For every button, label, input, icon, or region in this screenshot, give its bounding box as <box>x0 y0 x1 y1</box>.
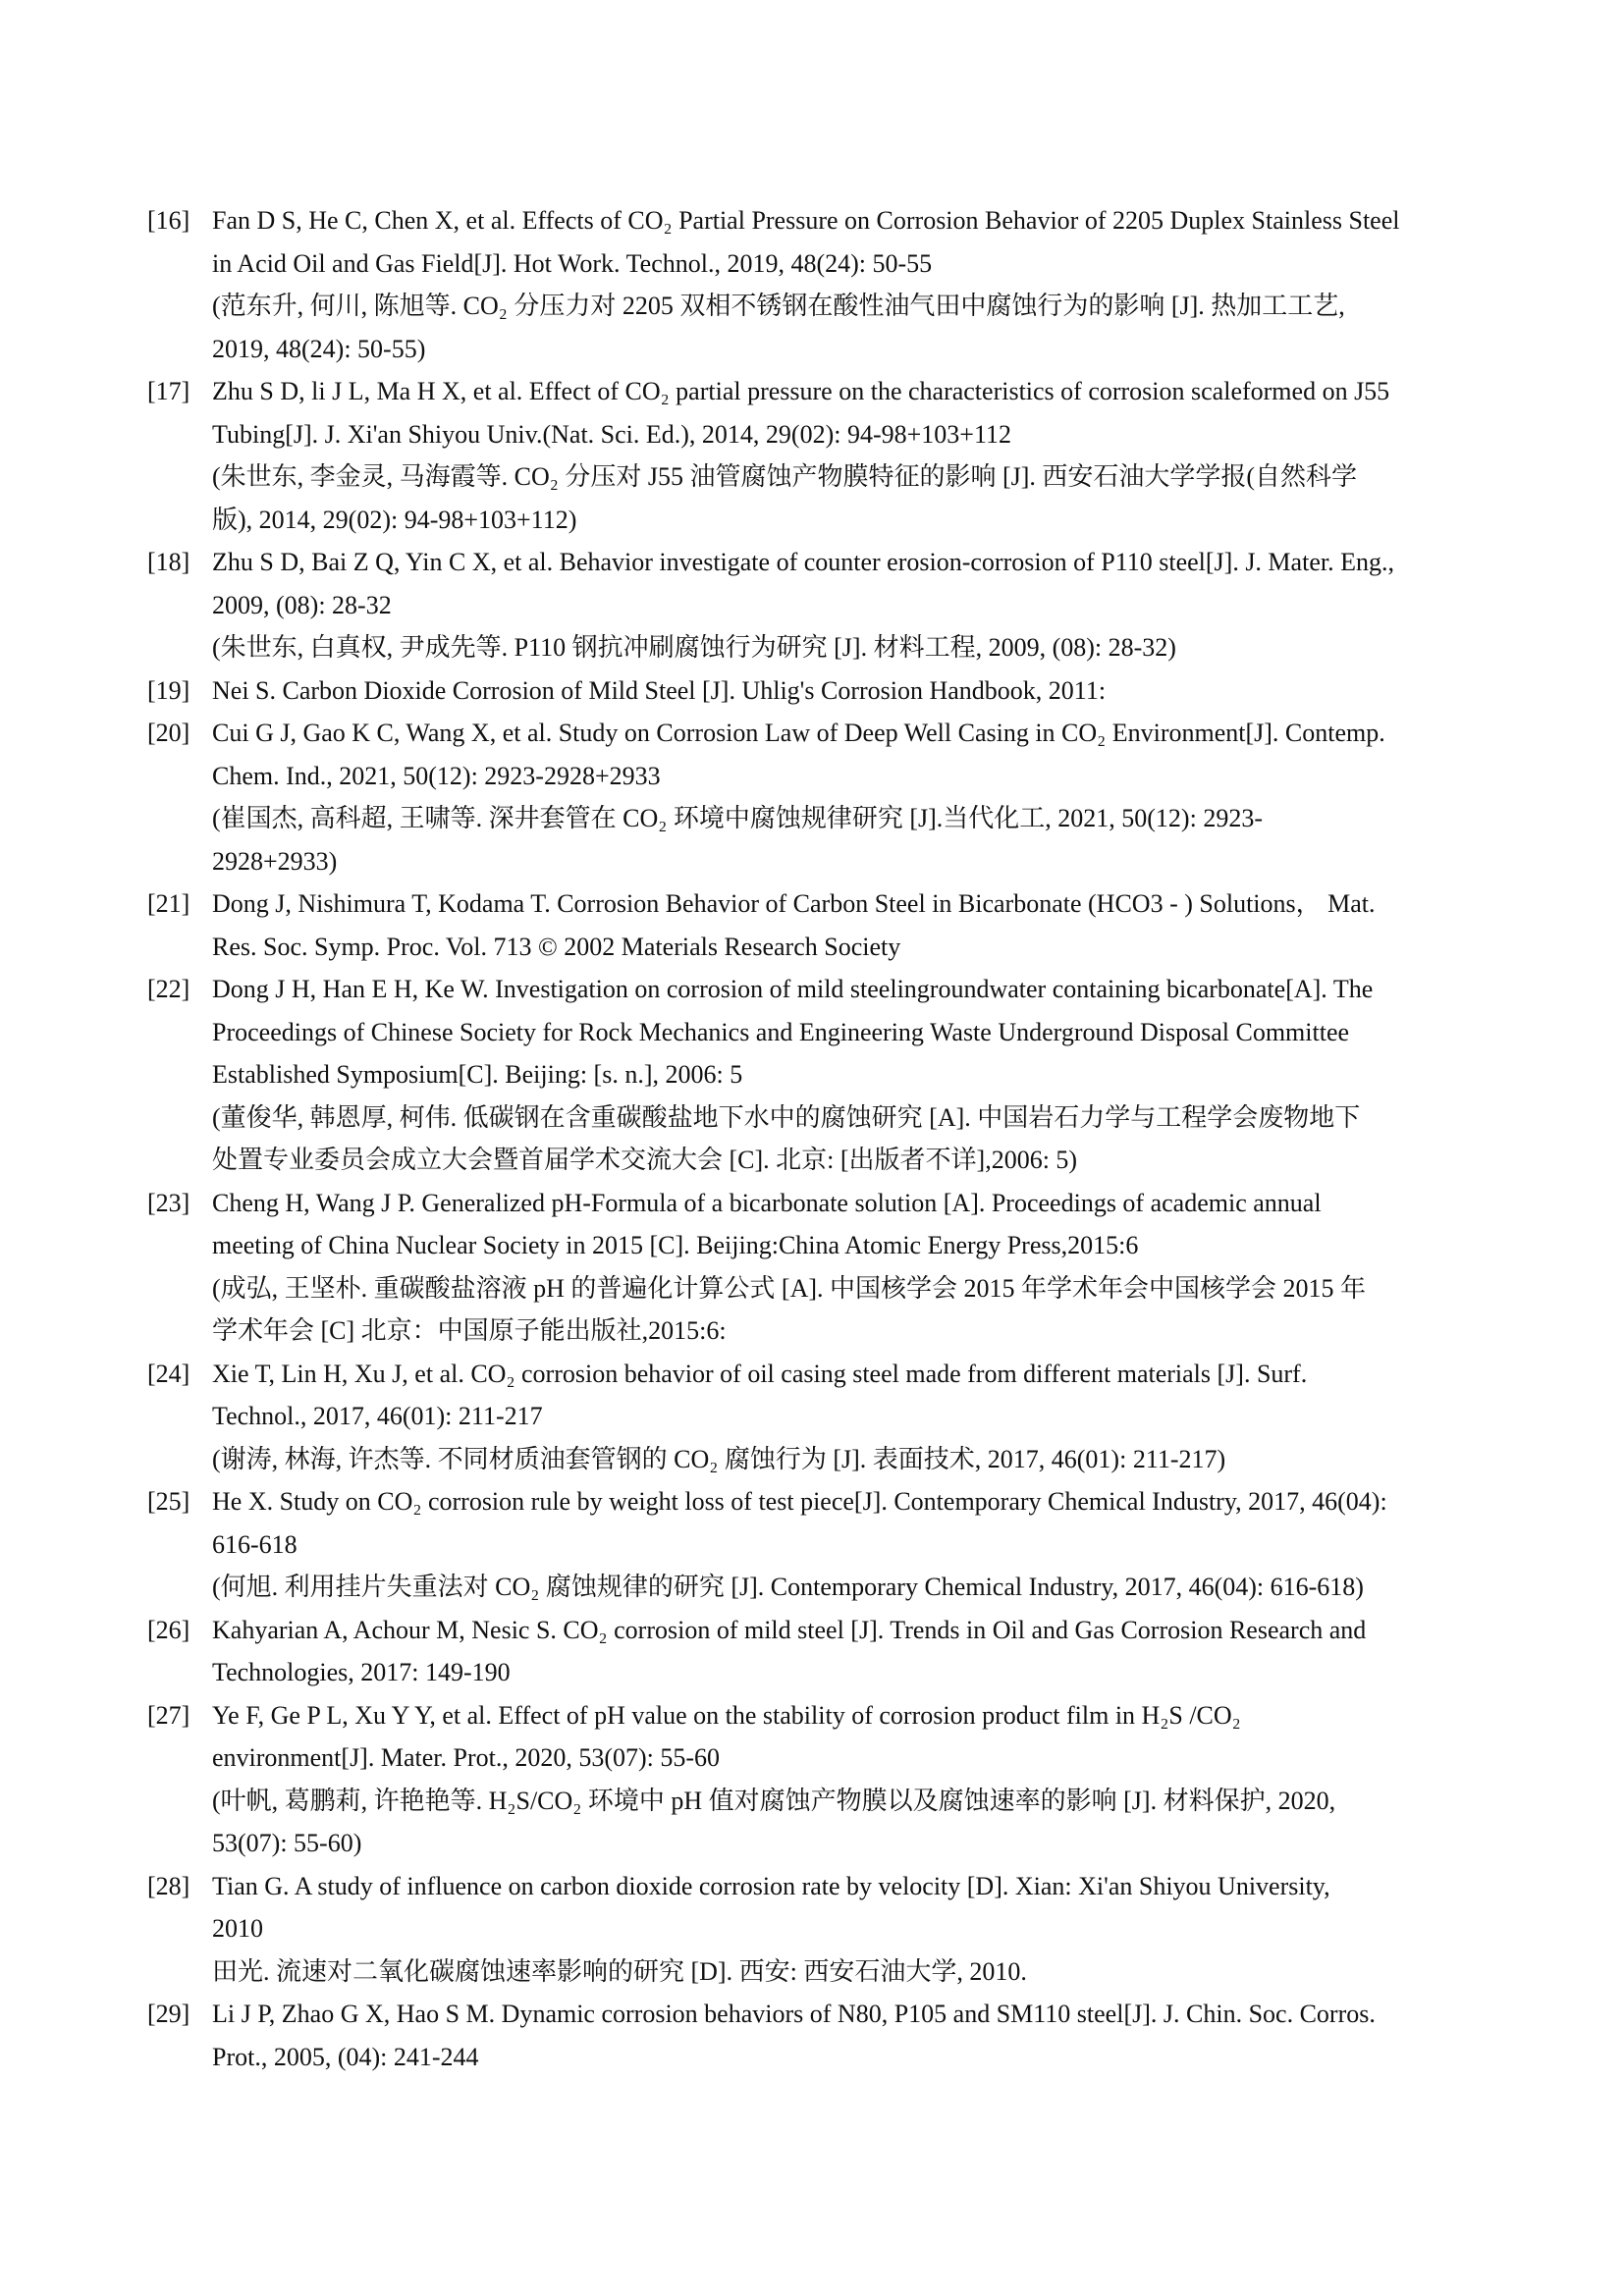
reference-text-line: Zhu S D, Bai Z Q, Yin C X, et al. Behavior investigate of counter erosion-corrosion of P110 steel[J]. J. Mater. Eng., <box>212 548 1394 576</box>
reference-text-line: Cheng H, Wang J P. Generalized pH-Formula of a bicarbonate solution [A]. Proceedings of academic annual <box>212 1188 1322 1217</box>
reference-entry <box>147 669 1489 713</box>
reference-entry <box>147 199 1489 370</box>
reference-text-line: (范东升, 何川, 陈旭等. CO₂ 分压力对 2205 双相不锈钢在酸性油气田中腐蚀行为的影响 [J]. 热加工工艺, <box>212 292 1345 320</box>
reference-text-line: 版), 2014, 29(02): 94-98+103+112) <box>212 505 577 534</box>
reference-text-line: 53(07): 55-60) <box>212 1829 362 1857</box>
reference-entry <box>147 968 1489 1182</box>
reference-number: [16] <box>147 206 190 235</box>
reference-text-line: (谢涛, 林海, 许杰等. 不同材质油套管钢的 CO₂ 腐蚀行为 [J]. 表面技术, 2017, 46(01): 211-217) <box>212 1444 1226 1473</box>
reference-text-line: Technologies, 2017: 149-190 <box>212 1658 511 1686</box>
reference-text-line: 2928+2933) <box>212 846 338 876</box>
reference-number: [25] <box>147 1487 190 1516</box>
reference-number: [24] <box>147 1359 190 1388</box>
reference-text-line: (叶帆, 葛鹏莉, 许艳艳等. H₂S/CO₂ 环境中 pH 值对腐蚀产物膜以及腐蚀速率的影响 [J]. 材料保护, 2020, <box>212 1786 1336 1815</box>
reference-text-line: Dong J, Nishimura T, Kodama T. Corrosion Behavior of Carbon Steel in Bicarbonate (HCO3 - ) Solutions， Mat. <box>212 889 1376 918</box>
reference-text-line: 田光. 流速对二氧化碳腐蚀速率影响的研究 [D]. 西安: 西安石油大学, 2010. <box>212 1956 1027 1986</box>
reference-number: [27] <box>147 1700 190 1730</box>
reference-number: [19] <box>147 675 190 705</box>
reference-entry <box>147 1865 1489 1994</box>
reference-entry <box>147 1353 1489 1481</box>
reference-number: [21] <box>147 889 190 918</box>
reference-text-line: meeting of China Nuclear Society in 2015 [C]. Beijing:China Atomic Energy Press,2015:6 <box>212 1231 1139 1259</box>
reference-entry <box>147 541 1489 669</box>
reference-number: [18] <box>147 548 190 576</box>
reference-text-line: (朱世东, 李金灵, 马海霞等. CO₂ 分压对 J55 油管腐蚀产物膜特征的影响 [J]. 西安石油大学学报(自然科学 <box>212 462 1358 491</box>
reference-entry <box>147 1480 1489 1609</box>
reference-text-line: in Acid Oil and Gas Field[J]. Hot Work. Technol., 2019, 48(24): 50-55 <box>212 248 933 278</box>
reference-text-line: (董俊华, 韩恩厚, 柯伟. 低碳钢在含重碳酸盐地下水中的腐蚀研究 [A]. 中国岩石力学与工程学会废物地下 <box>212 1102 1361 1132</box>
reference-text-line: 616-618 <box>212 1529 298 1559</box>
reference-number: [20] <box>147 719 190 747</box>
reference-text-line: (成弘, 王坚朴. 重碳酸盐溶液 pH 的普遍化计算公式 [A]. 中国核学会 2015 年学术年会中国核学会 2015 年 <box>212 1273 1367 1303</box>
reference-text-line: He X. Study on CO₂ corrosion rule by weight loss of test piece[J]. Contemporary Chemical Industry, 2017, 46(04): <box>212 1487 1387 1516</box>
reference-text-line: (朱世东, 白真权, 尹成先等. P110 钢抗冲刷腐蚀行为研究 [J]. 材料工程, 2009, (08): 28-32) <box>212 633 1176 662</box>
reference-text-line: (崔国杰, 高科超, 王啸等. 深井套管在 CO₂ 环境中腐蚀规律研究 [J].当代化工, 2021, 50(12): 2923- <box>212 804 1263 832</box>
reference-text-line: 2009, (08): 28-32 <box>212 590 392 619</box>
reference-entry <box>147 1182 1489 1353</box>
reference-text-line: 2019, 48(24): 50-55) <box>212 334 426 363</box>
reference-text-line: Li J P, Zhao G X, Hao S M. Dynamic corrosion behaviors of N80, P105 and SM110 steel[J]. J. Chin. Soc. Corros. <box>212 2000 1376 2028</box>
reference-list <box>147 199 1489 2078</box>
reference-text-line: 处置专业委员会成立大会暨首届学术交流大会 [C]. 北京: [出版者不详],2006: 5) <box>212 1146 1078 1174</box>
reference-text-line: (何旭. 利用挂片失重法对 CO₂ 腐蚀规律的研究 [J]. Contemporary Chemical Industry, 2017, 46(04): 616-618) <box>212 1573 1364 1601</box>
reference-text-line: 2010 <box>212 1914 263 1943</box>
reference-number: [29] <box>147 2000 190 2028</box>
reference-text-line: Kahyarian A, Achour M, Nesic S. CO₂ corrosion of mild steel [J]. Trends in Oil and Gas Corrosion Research and <box>212 1615 1367 1644</box>
reference-entry <box>147 1993 1489 2078</box>
reference-text-line: Established Symposium[C]. Beijing: [s. n.], 2006: 5 <box>212 1060 743 1089</box>
reference-text-line: Chem. Ind., 2021, 50(12): 2923-2928+2933 <box>212 761 661 790</box>
reference-text-line: Dong J H, Han E H, Ke W. Investigation on corrosion of mild steelingroundwater containing bicarbonate[A]. The <box>212 975 1374 1003</box>
reference-text-line: Zhu S D, li J L, Ma H X, et al. Effect of CO₂ partial pressure on the characteristics of corrosion scaleformed on J55 <box>212 377 1390 405</box>
reference-number: [28] <box>147 1871 190 1900</box>
reference-text-line: Tubing[J]. J. Xi'an Shiyou Univ.(Nat. Sci. Ed.), 2014, 29(02): 94-98+103+112 <box>212 419 1011 449</box>
reference-text-line: Proceedings of Chinese Society for Rock Mechanics and Engineering Waste Underground Disposal Committee <box>212 1017 1350 1046</box>
reference-text-line: Cui G J, Gao K C, Wang X, et al. Study on Corrosion Law of Deep Well Casing in CO₂ Environment[J]. Contemp. <box>212 719 1385 747</box>
reference-number: [26] <box>147 1615 190 1644</box>
reference-text-line: Prot., 2005, (04): 241-244 <box>212 2042 479 2071</box>
reference-text-line: Fan D S, He C, Chen X, et al. Effects of CO₂ Partial Pressure on Corrosion Behavior of 2205 Duplex Stainless Steel <box>212 206 1400 235</box>
reference-text-line: Nei S. Carbon Dioxide Corrosion of Mild Steel [J]. Uhlig's Corrosion Handbook, 2011: <box>212 675 1107 705</box>
reference-text-line: Technol., 2017, 46(01): 211-217 <box>212 1402 543 1430</box>
reference-text-line: Tian G. A study of influence on carbon dioxide corrosion rate by velocity [D]. Xian: Xi'an Shiyou University, <box>212 1871 1330 1900</box>
reference-text-line: 学术年会 [C] 北京：中国原子能出版社,2015:6: <box>212 1316 727 1345</box>
reference-text-line: environment[J]. Mater. Prot., 2020, 53(07): 55-60 <box>212 1743 721 1772</box>
reference-number: [17] <box>147 377 190 405</box>
reference-entry <box>147 370 1489 541</box>
reference-number: [23] <box>147 1188 190 1217</box>
reference-text-line: Xie T, Lin H, Xu J, et al. CO₂ corrosion behavior of oil casing steel made from different materials [J]. Surf. <box>212 1359 1308 1388</box>
reference-text-line: Ye F, Ge P L, Xu Y Y, et al. Effect of pH value on the stability of corrosion product film in H₂S /CO₂ <box>212 1700 1241 1730</box>
reference-entry <box>147 712 1489 882</box>
reference-entry <box>147 1694 1489 1865</box>
reference-text-line: Res. Soc. Symp. Proc. Vol. 713 © 2002 Materials Research Society <box>212 932 901 961</box>
reference-entry <box>147 882 1489 968</box>
reference-entry <box>147 1609 1489 1694</box>
reference-number: [22] <box>147 975 190 1003</box>
